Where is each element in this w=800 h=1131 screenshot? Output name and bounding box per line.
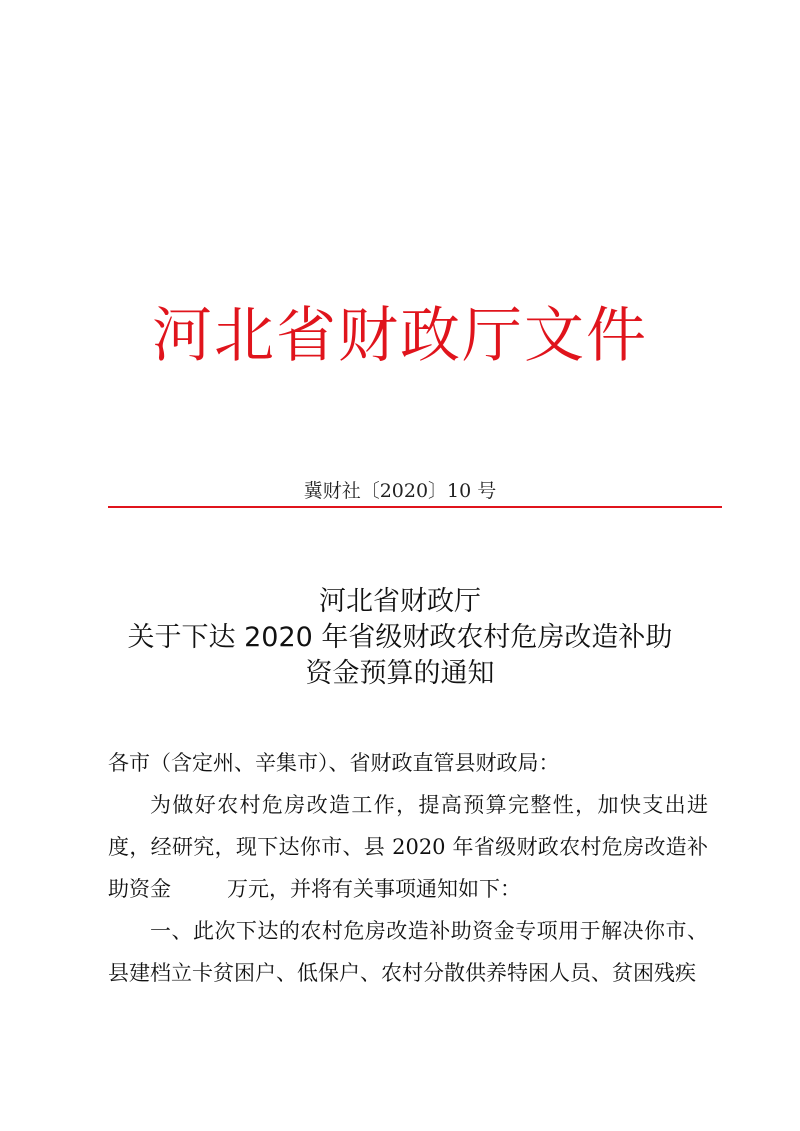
- paragraph-1: [108, 784, 708, 910]
- recipients-line: 各市（含定州、辛集市）、省财政直管县财政局：: [108, 751, 560, 775]
- notice-title-line-2: 关于下达 2020 年省级财政农村危房改造补助: [127, 622, 673, 653]
- paragraph-1-text-b: 万元，并将有关事项通知如下：: [227, 877, 521, 901]
- notice-title-line-1: 河北省财政厅: [319, 586, 481, 617]
- document-body: [108, 742, 708, 994]
- notice-title: [0, 584, 800, 692]
- paragraph-2: 一、此次下达的农村危房改造补助资金专项用于解决你市、县建档立卡贫困户、低保户、农村分散供养特困人员、贫困残疾: [108, 919, 708, 985]
- document-number: 冀财社〔2020〕10 号: [303, 480, 497, 502]
- paragraph-1-text-a: 为做好农村危房改造工作，提高预算完整性，加快支出进度，经研究，现下达你市、县 2020 年省级财政农村危房改造补助资金: [108, 793, 708, 901]
- notice-title-line-3: 资金预算的通知: [305, 658, 495, 689]
- red-divider-line: [108, 506, 722, 508]
- document-header-title: 河北省财政厅文件: [152, 301, 648, 371]
